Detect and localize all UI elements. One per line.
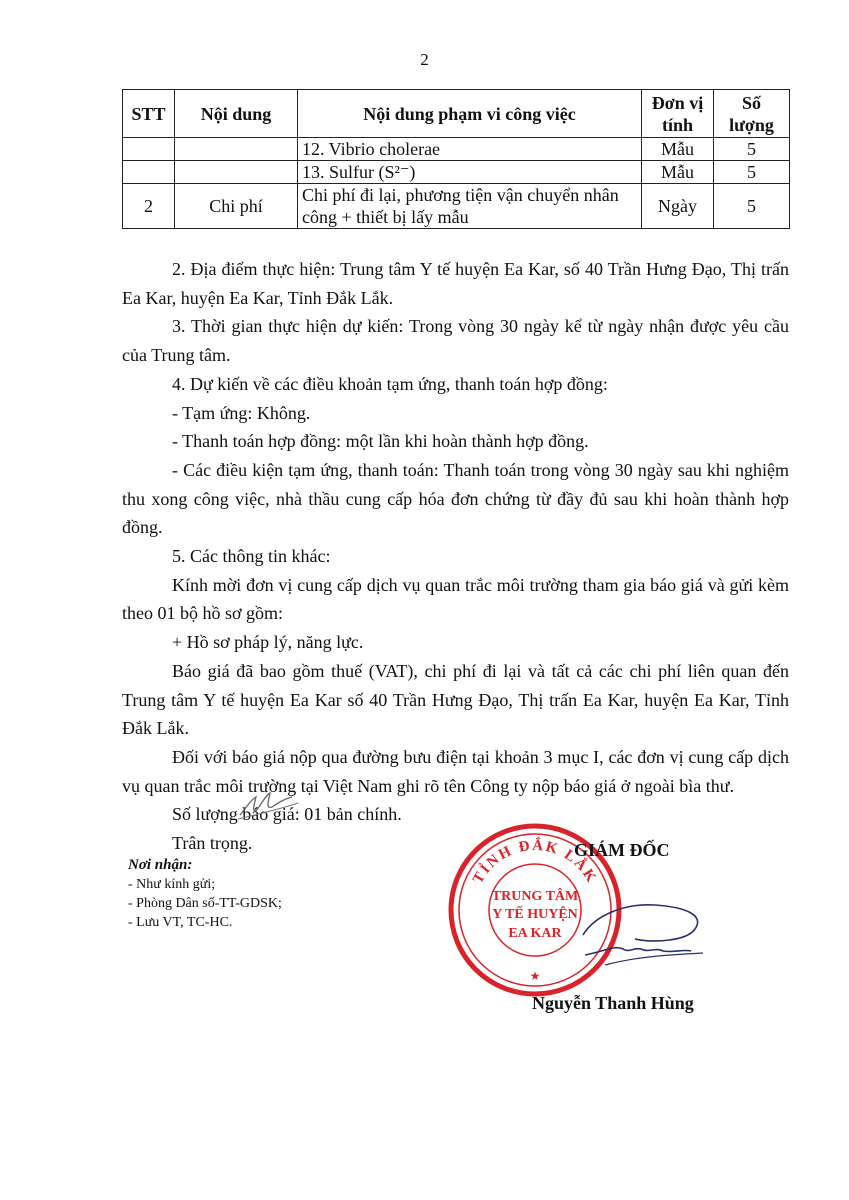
svg-text:★: ★ [529,969,541,983]
signature-icon [575,895,715,985]
document-body [122,255,789,858]
cell-unit: Ngày [642,184,714,229]
header-content: Nội dung [175,90,298,138]
signer-name: Nguyễn Thanh Hùng [532,993,694,1013]
cell-quantity: 5 [714,138,790,161]
paragraph-postal: Đối với báo giá nộp qua đường bưu điện tại khoản 3 mục I, các đơn vị cung cấp dịch vụ quan trắc môi trường tại Việt Nam ghi rõ tên Công ty nộp báo giá ở ngoài bìa thư. [122,746,789,796]
table-row [123,138,790,161]
header-quantity: Số lượng [714,90,790,138]
table-row [123,161,790,184]
paragraph-regards: Trân trọng. [172,833,253,854]
header-scope: Nội dung phạm vi công việc [298,90,642,138]
paragraph-contract-payment: - Thanh toán hợp đồng: một lần khi hoàn thành hợp đồng. [172,431,589,452]
cell-scope: 13. Sulfur (S²⁻) [298,161,642,184]
initials-icon [234,785,304,825]
cell-stt [123,161,175,184]
recipient-item: - Phòng Dân số-TT-GDSK; [128,896,282,911]
header-stt: STT [123,90,175,138]
paragraph-legal-docs: + Hồ sơ pháp lý, năng lực. [172,632,364,653]
signer-title: GIÁM ĐỐC [574,840,670,860]
cell-quantity: 5 [714,184,790,229]
recipients-title: Nơi nhận: [128,857,193,873]
cell-scope: Chi phí đi lại, phương tiện vận chuyển nhân công + thiết bị lấy mẫu [298,184,642,229]
cell-content [175,161,298,184]
paragraph-payment-terms: 4. Dự kiến về các điều khoản tạm ứng, thanh toán hợp đồng: [172,373,608,394]
cell-content [175,138,298,161]
seal-line: TRUNG TÂM [491,889,579,904]
seal-line: EA KAR [508,926,562,941]
cell-unit: Mẫu [642,138,714,161]
seal-line: Y TẾ HUYỆN [492,907,578,922]
page-number: 2 [420,50,429,69]
cell-scope: 12. Vibrio cholerae [298,138,642,161]
cell-quantity: 5 [714,161,790,184]
paragraph-invitation: Kính mời đơn vị cung cấp dịch vụ quan trắc môi trường tham gia báo giá và gửi kèm theo 01 bộ hồ sơ gồm: [122,574,789,624]
recipient-item: - Như kính gửi; [128,877,216,892]
paragraph-location: 2. Địa điểm thực hiện: Trung tâm Y tế huyện Ea Kar, số 40 Trần Hưng Đạo, Thị trấn Ea Kar, huyện Ea Kar, Tỉnh Đắk Lắk. [122,259,789,308]
paragraph-duration: 3. Thời gian thực hiện dự kiến: Trong vòng 30 ngày kể từ ngày nhận được yêu cầu của Trung tâm. [122,316,789,366]
cell-unit: Mẫu [642,161,714,184]
paragraph-advance: - Tạm ứng: Không. [172,402,311,423]
table-header-row [123,90,790,138]
seal-outer-text: TỈNH ĐẮK LẮK [470,837,600,887]
header-unit: Đơn vị tính [642,90,714,138]
recipient-item: - Lưu VT, TC-HC. [128,915,233,930]
cell-stt: 2 [123,184,175,229]
paragraph-vat: Báo giá đã bao gồm thuế (VAT), chi phí đi lại và tất cả các chi phí liên quan đến Trung tâm Y tế huyện Ea Kar số 40 Trần Hưng Đạo, Thị trấn Ea Kar, huyện Ea Kar, Tỉnh Đắk Lắk. [122,660,789,739]
cell-stt [123,138,175,161]
cell-content: Chi phí [175,184,298,229]
recipients-block [128,856,282,932]
scope-table [122,89,790,229]
table-row [123,184,790,229]
paragraph-other-info: 5. Các thông tin khác: [172,546,331,567]
paragraph-quantity: Số lượng báo giá: 01 bản chính. [172,804,402,825]
paragraph-payment-conditions: - Các điều kiện tạm ứng, thanh toán: Thanh toán trong vòng 30 ngày sau khi nghiệm thu xong công việc, nhà thầu cung cấp hóa đơn chứng từ đầy đủ sau khi hoàn thành hợp đồng. [122,459,789,538]
